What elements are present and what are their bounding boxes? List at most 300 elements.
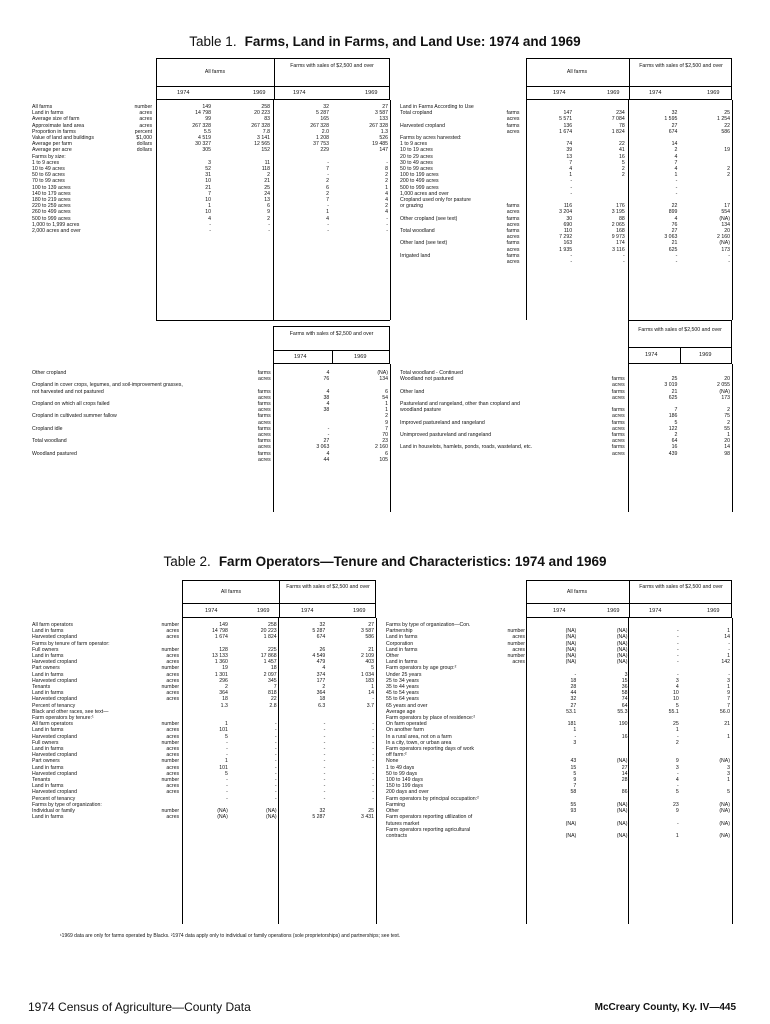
cell-value: 439 xyxy=(668,450,678,457)
row-unit: farms xyxy=(611,376,625,383)
cell-value: 174 xyxy=(616,240,625,247)
cell-value: - xyxy=(574,671,577,678)
cell-value: 9 xyxy=(573,777,577,784)
cell-value: - xyxy=(372,789,374,796)
row-unit: acres xyxy=(258,376,271,383)
cell-value: (NA) xyxy=(616,640,628,647)
cell-value: 2 xyxy=(727,419,730,426)
cell-value: 7 292 xyxy=(559,234,573,241)
cell-value: 403 xyxy=(365,659,374,666)
cell-value: 6 xyxy=(385,450,388,457)
cell-value: 2 097 xyxy=(263,671,277,678)
row-label-text: Cropland in cover crops, legumes, and soil-improvement grasses, xyxy=(32,382,183,389)
cell-value: 9 xyxy=(267,209,270,216)
cell-value: 2 xyxy=(224,684,228,691)
cell-value: - xyxy=(323,764,326,771)
cell-value: 2 xyxy=(267,215,270,222)
row-label-text: woodland pasture xyxy=(400,407,441,414)
row-label-text: 1,000 acres and over xyxy=(400,190,449,197)
cell-value: 5 xyxy=(224,733,228,740)
cell-value: 2 xyxy=(385,178,388,185)
row-label-text: Land in farms xyxy=(32,690,64,697)
cell-value: 32 xyxy=(319,808,326,815)
cell-value: 14 xyxy=(724,444,730,451)
cell-value: 4 xyxy=(326,388,330,395)
cell-value: - xyxy=(323,739,326,746)
cell-value: - xyxy=(372,758,374,765)
cell-value: 20 xyxy=(724,376,730,383)
cell-value: 99 xyxy=(205,116,212,123)
row-unit: acres xyxy=(258,419,271,426)
table-row xyxy=(398,259,732,265)
row-label xyxy=(398,451,627,457)
row-label-text: 55 to 64 years xyxy=(386,696,419,703)
row-label-text: Farms by tenure of farm operator: xyxy=(32,640,110,647)
table2-right-body xyxy=(384,622,732,839)
cell-value: 17 868 xyxy=(260,653,277,660)
cell-value: - xyxy=(323,783,326,790)
row-label-text: Land in farms xyxy=(32,653,64,660)
row-label-text: On another farm xyxy=(386,727,424,734)
cell-value: 14 xyxy=(671,141,678,148)
cell-value: (NA) xyxy=(616,801,628,808)
cell-value: 21 xyxy=(671,240,678,247)
cell-value: 7.8 xyxy=(262,128,270,135)
table1-right-body xyxy=(398,104,732,265)
year-label: 1969 xyxy=(699,352,712,358)
row-label-text: Land in farms xyxy=(386,634,418,641)
row-unit: farms xyxy=(257,388,271,395)
year-label: 1974 xyxy=(553,90,566,96)
cell-value: 9 xyxy=(675,808,679,815)
row-unit: number xyxy=(161,684,180,691)
row-label-text: Other cropland (see text) xyxy=(400,215,458,222)
cell-value: - xyxy=(372,777,374,784)
cell-value: 14 xyxy=(724,634,730,641)
table1-lower-right-body xyxy=(398,370,732,457)
cell-value: 1 208 xyxy=(315,135,329,142)
row-unit: acres xyxy=(506,221,520,228)
cell-value: - xyxy=(323,789,326,796)
row-unit: farms xyxy=(257,425,271,432)
table1-group-sales: Farms with sales of $2,500 and over xyxy=(639,63,723,69)
cell-value: 110 xyxy=(563,228,573,235)
row-label-text: 1 to 49 days xyxy=(386,764,415,771)
cell-value: - xyxy=(570,178,573,185)
cell-value: - xyxy=(570,190,573,197)
cell-value: 5 287 xyxy=(315,110,329,117)
cell-value: 98 xyxy=(724,450,730,457)
cell-value: 26 xyxy=(319,646,326,653)
row-label xyxy=(398,259,521,265)
cell-value: 20 xyxy=(724,228,730,235)
table1-right-header xyxy=(526,58,732,100)
cell-value: 37 753 xyxy=(313,141,329,148)
row-unit: acres xyxy=(139,122,153,129)
cell-value: 21 xyxy=(671,388,678,395)
cell-value: (NA) xyxy=(565,640,577,647)
cell-value: 44 xyxy=(323,456,330,463)
cell-value: 93 xyxy=(570,808,577,815)
cell-value: 32 xyxy=(319,622,326,628)
row-label-text: 200 days and over xyxy=(386,789,429,796)
cell-value: 225 xyxy=(267,646,277,653)
row-label-text: Harvested cropland xyxy=(32,789,77,796)
row-unit: acres xyxy=(166,690,180,697)
cell-value: - xyxy=(570,252,573,259)
cell-value: 7 xyxy=(674,407,678,414)
cell-value: 2 xyxy=(727,166,730,173)
cell-value: - xyxy=(372,696,374,703)
cell-value: 3 141 xyxy=(257,135,270,142)
row-unit: acres xyxy=(139,116,153,123)
cell-value: 24 xyxy=(264,190,270,197)
cell-value: 18 xyxy=(270,665,277,672)
cell-value: 345 xyxy=(267,677,277,684)
cell-value: 1 xyxy=(385,401,388,408)
county-page-number: McCreary County, Ky. IV—445 xyxy=(594,1002,736,1013)
cell-value: 5 287 xyxy=(312,628,326,635)
cell-value: 2 160 xyxy=(375,444,388,451)
row-unit: acres xyxy=(166,770,180,777)
cell-value: 21 xyxy=(264,178,270,185)
cell-value: 14 798 xyxy=(195,110,212,117)
cell-value: 134 xyxy=(721,221,730,228)
row-unit: acres xyxy=(612,382,625,389)
year-label: 1974 xyxy=(294,354,307,360)
cell-value: - xyxy=(675,190,678,197)
cell-value: 70 xyxy=(382,432,388,439)
row-unit: number xyxy=(507,628,526,635)
cell-value: 554 xyxy=(721,209,730,216)
cell-value: 22 xyxy=(671,203,678,210)
row-unit: acres xyxy=(166,628,180,635)
table-row xyxy=(30,814,376,820)
row-unit: acres xyxy=(166,783,180,790)
cell-value: (NA) xyxy=(719,240,730,247)
cell-value: (NA) xyxy=(719,388,730,395)
year-label: 1969 xyxy=(353,608,366,614)
cell-value: 4 xyxy=(385,197,388,204)
cell-value: - xyxy=(323,752,326,759)
row-label-text: Land in farms xyxy=(32,783,64,790)
table2-group-all-farms: All farms xyxy=(220,589,242,595)
cell-value: 54 xyxy=(382,394,388,401)
row-unit: number xyxy=(161,646,180,653)
cell-value: 6 xyxy=(267,203,270,210)
cell-value: 1 xyxy=(224,758,228,765)
cell-value: 2 xyxy=(322,684,326,691)
cell-value: (NA) xyxy=(565,653,577,660)
row-label-text: Tenants xyxy=(32,777,51,784)
cell-value: (NA) xyxy=(719,758,730,765)
cell-value: - xyxy=(226,777,228,784)
cell-value: 1 674 xyxy=(559,128,573,135)
cell-value: 2 055 xyxy=(717,382,730,389)
table2-number: Table 2. xyxy=(163,554,211,569)
cell-value: - xyxy=(676,646,679,653)
cell-value: 3 587 xyxy=(375,110,388,117)
row-unit: number xyxy=(161,808,180,815)
cell-value: 128 xyxy=(219,646,228,653)
cell-value: 20 223 xyxy=(260,628,277,635)
row-label-text: off farm:² xyxy=(386,752,407,759)
cell-value: - xyxy=(327,432,330,439)
row-unit: number xyxy=(161,622,180,628)
cell-value: 122 xyxy=(668,425,678,432)
row-unit: farms xyxy=(506,240,520,247)
row-label-text: 35 to 44 years xyxy=(386,684,419,691)
cell-value: 4 xyxy=(385,209,388,216)
cell-value: 6 xyxy=(326,184,329,191)
cell-value: (NA) xyxy=(616,646,628,653)
row-label-text: Other xyxy=(386,653,399,660)
cell-value: 186 xyxy=(668,413,678,420)
row-unit: acres xyxy=(166,727,180,734)
cell-value: 10 xyxy=(672,696,679,703)
row-unit: farms xyxy=(611,432,625,439)
cell-value: 1.3 xyxy=(380,128,388,135)
row-label-text: 20 to 29 acres xyxy=(400,153,433,160)
row-label-text: 25 to 34 years xyxy=(386,677,419,684)
cell-value: - xyxy=(274,746,277,753)
cell-value: 2 xyxy=(385,203,388,210)
cell-value: 1 xyxy=(727,628,730,635)
cell-value: - xyxy=(386,221,388,228)
cell-value: 116 xyxy=(563,203,573,210)
row-unit: acres xyxy=(512,634,526,641)
cell-value: 83 xyxy=(264,116,270,123)
cell-value: 15 xyxy=(570,764,577,771)
cell-value: - xyxy=(372,721,374,728)
row-label-text: All farm operators xyxy=(32,721,73,728)
row-label-text: All farms xyxy=(32,104,53,110)
cell-value: 16 xyxy=(618,153,625,160)
cell-value: 1 xyxy=(208,203,212,210)
cell-value: 3.7 xyxy=(366,702,374,709)
cell-value: 4 xyxy=(322,665,326,672)
cell-value: (NA) xyxy=(719,832,730,839)
year-label: 1974 xyxy=(177,90,190,96)
cell-value: 2 xyxy=(385,172,388,179)
row-label-text: Part owners xyxy=(32,665,60,672)
cell-value: 55 xyxy=(570,801,577,808)
cell-value: (NA) xyxy=(719,820,730,827)
cell-value: 1 xyxy=(727,432,730,439)
cell-value: 4 xyxy=(675,777,679,784)
row-label-text: 45 to 54 years xyxy=(386,690,419,697)
cell-value: - xyxy=(372,795,374,802)
row-label-text: Land in farms xyxy=(32,746,64,753)
row-unit: acres xyxy=(258,444,271,451)
row-unit: acres xyxy=(166,752,180,759)
row-unit: acres xyxy=(612,425,625,432)
table-row xyxy=(398,451,732,457)
cell-value: - xyxy=(323,770,326,777)
cell-value: - xyxy=(274,739,277,746)
cell-value: 296 xyxy=(219,677,228,684)
cell-value: 586 xyxy=(365,634,374,641)
cell-value: 2 xyxy=(621,172,625,179)
cell-value: - xyxy=(372,764,374,771)
cell-value: 267 328 xyxy=(369,122,388,129)
table1-title-text: Farms, Land in Farms, and Land Use: 1974 and 1969 xyxy=(244,34,581,49)
cell-value: 36 xyxy=(621,684,628,691)
cell-value: 38 xyxy=(323,394,330,401)
cell-value: 3 xyxy=(624,671,628,678)
cell-value: 27 xyxy=(671,122,678,129)
row-unit: acres xyxy=(166,733,180,740)
cell-value: (NA) xyxy=(616,634,628,641)
cell-value: 10 xyxy=(205,209,212,216)
cell-value: 31 xyxy=(205,172,212,179)
cell-value: (NA) xyxy=(616,653,628,660)
cell-value: 142 xyxy=(721,659,730,666)
cell-value: 18 xyxy=(319,696,326,703)
cell-value: 27 xyxy=(323,438,330,445)
cell-value: 258 xyxy=(267,622,277,628)
row-label-text: 100 to 139 acres xyxy=(32,184,71,191)
cell-value: 25 xyxy=(368,808,374,815)
cell-value: 21 xyxy=(368,646,374,653)
cell-value: (NA) xyxy=(565,832,577,839)
cell-value: - xyxy=(675,178,678,185)
cell-value: 17 xyxy=(724,203,730,210)
cell-value: 2.0 xyxy=(321,128,329,135)
cell-value: 105 xyxy=(379,456,388,463)
row-label-text: Corporation xyxy=(386,640,414,647)
cell-value: 5 571 xyxy=(559,116,573,123)
row-label-text: 100 to 149 days xyxy=(386,777,423,784)
cell-value: 23 xyxy=(672,801,679,808)
cell-value: 22 xyxy=(724,122,730,129)
cell-value: 11 xyxy=(264,159,270,166)
year-label: 1969 xyxy=(365,90,378,96)
cell-value: (NA) xyxy=(616,758,628,765)
row-label xyxy=(30,228,154,234)
cell-value: 88 xyxy=(618,215,625,222)
table-row xyxy=(30,228,390,234)
cell-value: 3 063 xyxy=(664,234,678,241)
table1-lower-left-header xyxy=(273,326,390,364)
row-unit: number xyxy=(161,665,180,672)
cell-value: 690 xyxy=(563,221,573,228)
cell-value: 625 xyxy=(668,394,678,401)
cell-value: 3 xyxy=(727,770,730,777)
cell-value: 2 xyxy=(727,172,730,179)
cell-value: - xyxy=(728,640,730,647)
cell-value: 176 xyxy=(616,203,625,210)
row-label-text: Farm operators by place of residence:² xyxy=(386,715,476,722)
cell-value: - xyxy=(676,628,679,635)
cell-value: 479 xyxy=(316,659,326,666)
cell-value: 1 824 xyxy=(611,128,625,135)
cell-value: 5 xyxy=(573,770,577,777)
row-label-text: Cropland in cultivated summer fallow xyxy=(32,413,117,420)
cell-value: 25 xyxy=(724,110,730,117)
row-label-text: Total woodland - Continued xyxy=(400,370,463,376)
cell-value: 27 xyxy=(368,622,374,628)
cell-value: - xyxy=(327,228,329,235)
cell-value: 1 xyxy=(727,777,730,784)
row-label-text: Cropland used only for pasture xyxy=(400,197,471,204)
cell-value: (NA) xyxy=(616,628,628,635)
row-unit: farms xyxy=(506,110,520,117)
row-unit: number xyxy=(134,104,153,110)
cell-value: (NA) xyxy=(265,814,277,821)
cell-value: (NA) xyxy=(616,820,628,827)
cell-value: 14 798 xyxy=(211,628,228,635)
cell-value: 267 328 xyxy=(192,122,212,129)
cell-value: 1 674 xyxy=(214,634,228,641)
cell-value: - xyxy=(372,739,374,746)
cell-value: 4 xyxy=(208,215,212,222)
cell-value: 173 xyxy=(721,394,730,401)
cell-value: 21 xyxy=(724,721,730,728)
row-label-text: 150 to 199 days xyxy=(386,783,423,790)
cell-value: 1 254 xyxy=(717,116,730,123)
cell-value: 4 xyxy=(569,166,573,173)
cell-value: 21 xyxy=(205,184,212,191)
table1-lower-left-body xyxy=(30,370,390,463)
table1-title xyxy=(0,34,770,49)
cell-value: 267 328 xyxy=(310,122,329,129)
row-label-text: Part owners xyxy=(32,758,60,765)
table1-left-body xyxy=(30,104,390,234)
row-label-text: Partnership xyxy=(386,628,413,635)
cell-value: 30 xyxy=(566,215,573,222)
row-label-text: 180 to 219 acres xyxy=(32,197,71,204)
row-label-text: Cropland on which all crops failed xyxy=(32,401,110,408)
row-label-text: Harvested cropland xyxy=(32,659,77,666)
cell-value: 19 xyxy=(222,665,228,672)
row-unit: farms xyxy=(506,228,520,235)
row-unit: acres xyxy=(166,696,180,703)
cell-value: 74 xyxy=(566,141,573,148)
row-unit: farms xyxy=(257,370,271,376)
cell-value: 2 065 xyxy=(611,221,625,228)
row-unit: farms xyxy=(506,203,520,210)
cell-value: - xyxy=(274,789,277,796)
cell-value: 4 xyxy=(674,153,678,160)
cell-value: 3 xyxy=(573,739,577,746)
cell-value: 1 301 xyxy=(214,671,228,678)
row-label-text: 220 to 259 acres xyxy=(32,203,71,210)
cell-value: - xyxy=(274,721,277,728)
row-label-text: 100 to 199 acres xyxy=(400,172,439,179)
cell-value: 2 xyxy=(674,432,678,439)
row-label-text: Farm operators by tenure:¹ xyxy=(32,715,94,722)
cell-value: - xyxy=(274,758,277,765)
year-label: 1969 xyxy=(257,608,270,614)
row-label-text: 140 to 179 acres xyxy=(32,190,71,197)
row-unit: $1,000 xyxy=(136,135,153,142)
cell-value: (NA) xyxy=(565,634,577,641)
row-label-text: Land in farms xyxy=(32,727,64,734)
table1-lower-group: Farms with sales of $2,500 and over xyxy=(638,327,722,333)
row-unit: number xyxy=(161,777,180,784)
cell-value: 15 xyxy=(621,677,628,684)
cell-value: 16 xyxy=(671,444,678,451)
year-label: 1969 xyxy=(253,90,266,96)
cell-value: 53.1 xyxy=(566,708,577,715)
row-unit: acres xyxy=(258,456,271,463)
cell-value: 6 xyxy=(385,388,388,395)
table1-number: Table 1. xyxy=(189,34,237,49)
cell-value: 4 549 xyxy=(312,653,326,660)
cell-value: 10 xyxy=(205,178,212,185)
cell-value: - xyxy=(622,252,625,259)
